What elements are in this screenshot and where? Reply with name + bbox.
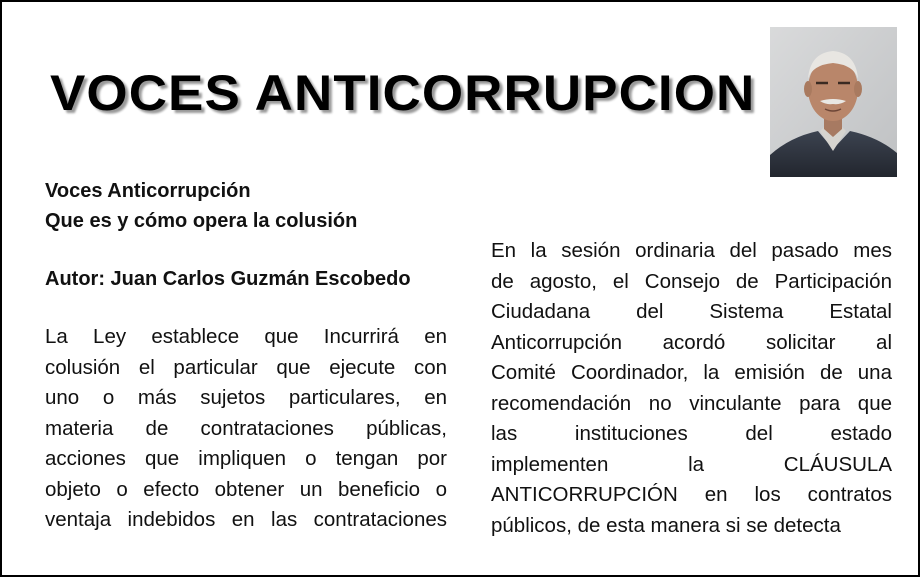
body-line: En la sesión ordinaria del pasado mes xyxy=(491,239,892,262)
body-line: uno o más sujetos particulares, en xyxy=(45,386,447,409)
section-label: Voces Anticorrupción xyxy=(45,180,251,202)
article-heading xyxy=(45,176,357,236)
article-title: Que es y cómo opera la colusión xyxy=(45,210,358,232)
body-line: acciones que impliquen o tengan por xyxy=(45,447,447,470)
body-line: Ciudadana del Sistema Estatal xyxy=(491,300,892,323)
body-line: materia de contrataciones públicas, xyxy=(45,416,447,440)
body-line: Comité Coordinador, la emisión de una xyxy=(491,361,892,384)
body-line: objeto o efecto obtener un beneficio o xyxy=(45,477,447,501)
body-line: implementen la CLÁUSULA xyxy=(491,452,892,476)
body-line: las instituciones del estado xyxy=(491,422,892,445)
masthead-title: VOCES ANTICORRUPCION xyxy=(50,65,756,121)
body-line: públicos, de esta manera si se detecta xyxy=(491,513,841,537)
body-column-left xyxy=(45,322,447,536)
body-line: Anticorrupción acordó solicitar al xyxy=(491,330,892,354)
body-line: de agosto, el Consejo de Participación xyxy=(491,269,892,293)
author-byline: Autor: Juan Carlos Guzmán Escobedo xyxy=(45,268,411,290)
body-line: ventaja indebidos en las contrataciones xyxy=(45,508,447,531)
author-photo xyxy=(770,27,897,177)
body-line: colusión el particular que ejecute con xyxy=(45,355,447,379)
body-line: recomendación no vinculante para que xyxy=(491,391,892,415)
body-line: ANTICORRUPCIÓN en los contratos xyxy=(491,483,892,506)
body-line: La Ley establece que Incurrirá en xyxy=(45,325,447,348)
body-column-right xyxy=(491,236,892,541)
